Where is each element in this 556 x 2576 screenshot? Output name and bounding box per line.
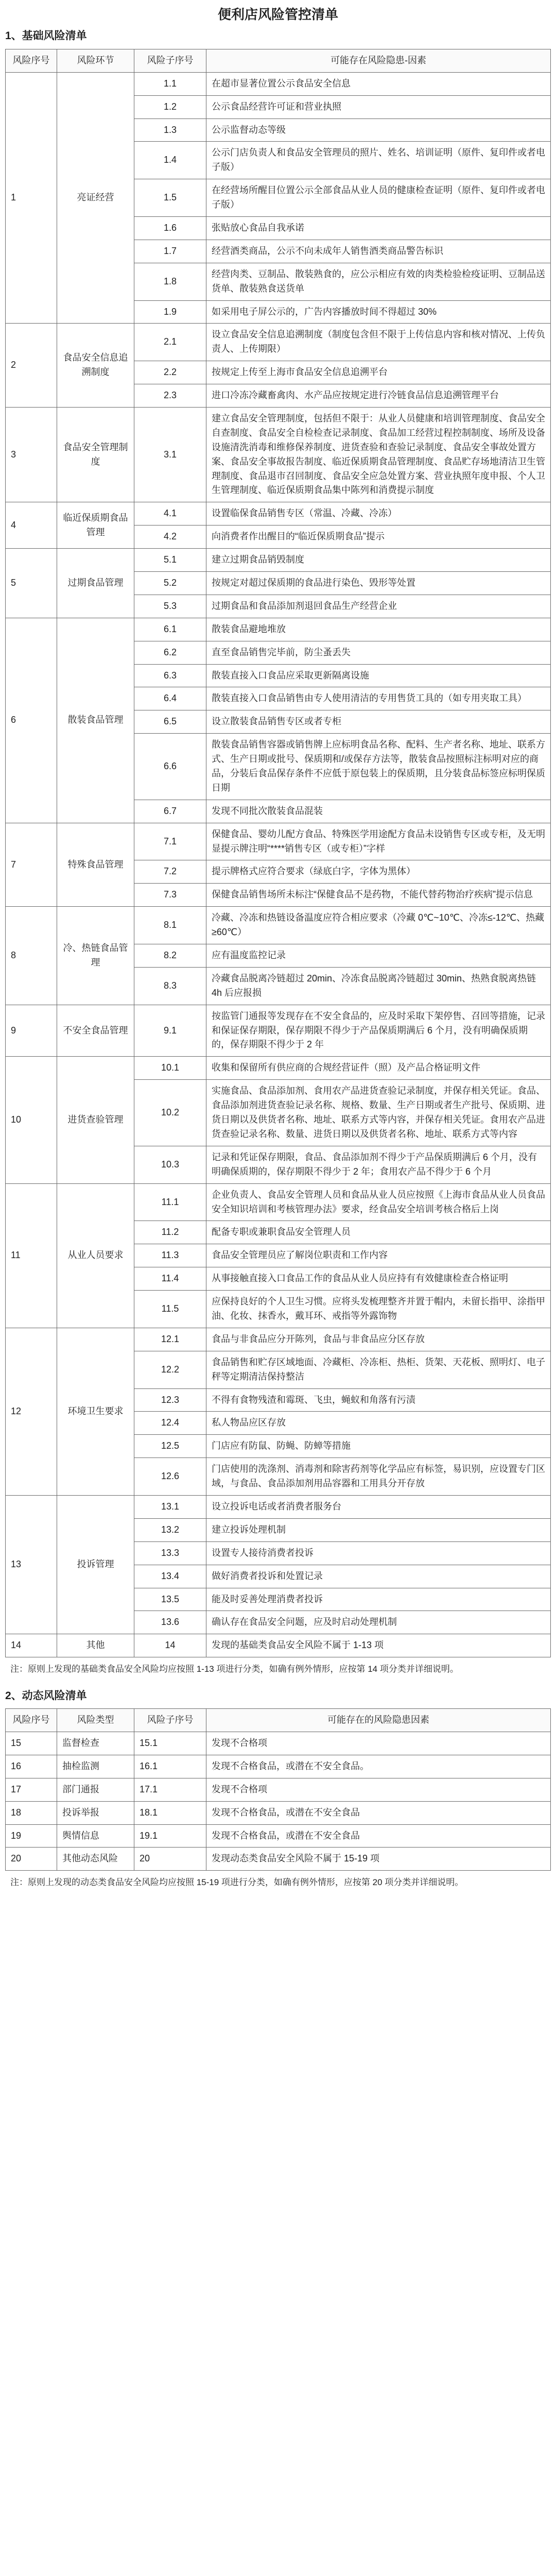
risk-link-cell: 进货查验管理 [57, 1057, 134, 1183]
risk-sub-cell: 5.1 [134, 549, 206, 572]
header-risk-link: 风险环节 [57, 49, 134, 72]
risk-sub-cell: 2.3 [134, 384, 206, 408]
header-risk-sub: 风险子序号 [134, 49, 206, 72]
risk-link-cell: 冷、热链食品管理 [57, 907, 134, 1005]
risk-desc-cell: 发现不合格项 [206, 1732, 551, 1755]
table-row [6, 1183, 551, 1221]
risk-no-cell: 12 [6, 1328, 57, 1495]
risk-sub-cell: 11.2 [134, 1221, 206, 1244]
section-title-dynamic: 2、动态风险清单 [5, 1689, 87, 1702]
risk-no-cell: 11 [6, 1183, 57, 1328]
table-row [6, 618, 551, 641]
risk-desc-cell: 公示监督动态等级 [206, 118, 551, 142]
risk-sub-cell: 7.3 [134, 884, 206, 907]
risk-sub-cell: 15.1 [134, 1732, 206, 1755]
risk-desc-cell: 按规定对超过保质期的食品进行染色、毁形等处置 [206, 572, 551, 595]
risk-sub-cell: 4.2 [134, 526, 206, 549]
risk-sub-cell: 20 [134, 1848, 206, 1871]
risk-no-cell: 10 [6, 1057, 57, 1183]
risk-link-cell: 环境卫生要求 [57, 1328, 134, 1495]
table-header-row [6, 49, 551, 72]
risk-desc-cell: 建立投诉处理机制 [206, 1518, 551, 1541]
risk-type-cell: 抽检监测 [57, 1755, 134, 1778]
risk-sub-cell: 13.6 [134, 1611, 206, 1634]
risk-no-cell: 13 [6, 1495, 57, 1634]
risk-no-cell: 5 [6, 549, 57, 618]
risk-desc-cell: 冷藏食品脱离冷链超过 20min、冷冻食品脱离冷链超过 30min、热熟食脱离热链 4h 后应报损 [206, 967, 551, 1005]
risk-desc-cell: 设立投诉电话或者消费者服务台 [206, 1495, 551, 1518]
risk-sub-cell: 10.3 [134, 1146, 206, 1183]
dynamic-note: 注：原则上发现的动态类食品安全风险均应按照 15-19 项进行分类，如确有例外情形，应按第 20 项分类并详细说明。 [10, 1877, 464, 1888]
risk-desc-cell: 设立散装食品销售专区或者专柜 [206, 710, 551, 734]
table-row [6, 1732, 551, 1755]
table-row [6, 1848, 551, 1871]
header-risk-factor: 可能存在的风险隐患因素 [206, 1709, 551, 1732]
table-row [6, 324, 551, 361]
risk-sub-cell: 11.5 [134, 1291, 206, 1328]
risk-no-cell: 8 [6, 907, 57, 1005]
risk-desc-cell: 保健食品销售场所未标注“保健食品不是药物，不能代替药物治疗疾病”提示信息 [206, 884, 551, 907]
header-risk-factor: 可能存在风险隐患-因素 [206, 49, 551, 72]
risk-desc-cell: 做好消费者投诉和处置记录 [206, 1565, 551, 1588]
risk-sub-cell: 1.6 [134, 216, 206, 240]
risk-link-cell: 过期食品管理 [57, 549, 134, 618]
risk-desc-cell: 配备专职或兼职食品安全管理人员 [206, 1221, 551, 1244]
risk-desc-cell: 向消费者作出醒目的“临近保质期食品”提示 [206, 526, 551, 549]
risk-desc-cell: 食品安全管理员应了解岗位职责和工作内容 [206, 1244, 551, 1267]
risk-sub-cell: 6.4 [134, 687, 206, 710]
risk-sub-cell: 8.1 [134, 907, 206, 944]
risk-sub-cell: 7.2 [134, 860, 206, 884]
table-row [6, 907, 551, 944]
header-risk-sub: 风险子序号 [134, 1709, 206, 1732]
risk-sub-cell: 13.5 [134, 1588, 206, 1611]
table-row [6, 407, 551, 502]
risk-link-cell: 投诉管理 [57, 1495, 134, 1634]
risk-sub-cell: 1.8 [134, 263, 206, 300]
risk-link-cell: 食品安全管理制度 [57, 407, 134, 502]
risk-link-cell: 其他 [57, 1634, 134, 1657]
risk-sub-cell: 2.1 [134, 324, 206, 361]
document-page [0, 4, 556, 1890]
risk-sub-cell: 12.3 [134, 1388, 206, 1412]
table-row [6, 1824, 551, 1848]
risk-link-cell: 散装食品管理 [57, 618, 134, 823]
risk-sub-cell: 12.4 [134, 1412, 206, 1435]
risk-sub-cell: 1.5 [134, 179, 206, 217]
risk-sub-cell: 19.1 [134, 1824, 206, 1848]
risk-no-cell: 4 [6, 502, 57, 549]
risk-link-cell: 亮证经营 [57, 72, 134, 324]
risk-desc-cell: 设置临保食品销售专区（常温、冷藏、冷冻） [206, 502, 551, 526]
risk-desc-cell: 散装直接入口食品应采取更新隔离设施 [206, 664, 551, 687]
risk-sub-cell: 2.2 [134, 361, 206, 384]
risk-no-cell: 1 [6, 72, 57, 324]
risk-sub-cell: 12.5 [134, 1435, 206, 1458]
risk-desc-cell: 门店应有防鼠、防蝇、防蟑等措施 [206, 1435, 551, 1458]
dynamic-risk-body [6, 1732, 551, 1870]
risk-no-cell: 6 [6, 618, 57, 823]
risk-sub-cell: 17.1 [134, 1778, 206, 1801]
risk-desc-cell: 设置专人接待消费者投诉 [206, 1541, 551, 1565]
risk-sub-cell: 1.3 [134, 118, 206, 142]
basic-note: 注：原则上发现的基础类食品安全风险均应按照 1-13 项进行分类，如确有例外情形，应按第 14 项分类并详细说明。 [10, 1664, 459, 1674]
table-row [6, 1328, 551, 1351]
risk-no-cell: 15 [6, 1732, 57, 1755]
risk-sub-cell: 6.6 [134, 734, 206, 800]
risk-sub-cell: 13.1 [134, 1495, 206, 1518]
risk-sub-cell: 11.1 [134, 1183, 206, 1221]
risk-type-cell: 其他动态风险 [57, 1848, 134, 1871]
risk-sub-cell: 16.1 [134, 1755, 206, 1778]
risk-desc-cell: 公示食品经营许可证和营业执照 [206, 95, 551, 118]
table-row [6, 1778, 551, 1801]
risk-sub-cell: 10.2 [134, 1080, 206, 1146]
risk-link-cell: 不安全食品管理 [57, 1005, 134, 1057]
risk-no-cell: 7 [6, 823, 57, 907]
risk-desc-cell: 从事接触直接入口食品工作的食品从业人员应持有有效健康检查合格证明 [206, 1267, 551, 1291]
risk-type-cell: 部门通报 [57, 1778, 134, 1801]
risk-sub-cell: 13.2 [134, 1518, 206, 1541]
risk-desc-cell: 实施食品、食品添加剂、食用农产品进货查验记录制度，并保存相关凭证。食品、食品添加剂进货查验记录名称、规格、数量、生产日期或者生产批号、保质期、进货日期以及供货者名称、地址、联系方式等内容，并保存相关凭证。食用农产品进货查验记录名称、数量、进货日期以及供货者名称、地址、联系方式等内容 [206, 1080, 551, 1146]
risk-sub-cell: 5.2 [134, 572, 206, 595]
risk-desc-cell: 张贴放心食品自我承诺 [206, 216, 551, 240]
risk-sub-cell: 6.3 [134, 664, 206, 687]
risk-sub-cell: 12.6 [134, 1458, 206, 1496]
risk-type-cell: 舆情信息 [57, 1824, 134, 1848]
page-title: 便利店风险管控清单 [217, 7, 338, 22]
risk-sub-cell: 1.2 [134, 95, 206, 118]
header-risk-no: 风险序号 [6, 1709, 57, 1732]
risk-desc-cell: 按监管门通报等发现存在不安全食品的，应及时采取下架停售、召回等措施，记录和保证保存期限，保存期限不得少于产品保质期满后 6 个月，没有明确保质期的，保存期限不得少于 2 年 [206, 1005, 551, 1057]
risk-desc-cell: 散装食品避地堆放 [206, 618, 551, 641]
table-row [6, 1634, 551, 1657]
risk-sub-cell: 6.5 [134, 710, 206, 734]
risk-sub-cell: 5.3 [134, 595, 206, 618]
risk-desc-cell: 收集和保留所有供应商的合规经营证件（照）及产品合格证明文件 [206, 1057, 551, 1080]
risk-desc-cell: 如采用电子屏公示的，广告内容播放时间不得超过 30% [206, 300, 551, 324]
header-risk-type: 风险类型 [57, 1709, 134, 1732]
risk-desc-cell: 发现动态类食品安全风险不属于 15-19 项 [206, 1848, 551, 1871]
risk-desc-cell: 应保持良好的个人卫生习惯。应将头发梳理整齐并置于帽内，未留长指甲、涂指甲油、化妆、抹香水，戴耳环、戒指等外露饰物 [206, 1291, 551, 1328]
risk-sub-cell: 11.4 [134, 1267, 206, 1291]
risk-sub-cell: 13.3 [134, 1541, 206, 1565]
risk-link-cell: 临近保质期食品管理 [57, 502, 134, 549]
basic-risk-table [5, 49, 551, 1657]
section-title-basic: 1、基础风险清单 [5, 30, 87, 42]
risk-desc-cell: 散装食品销售容器或销售牌上应标明食品名称、配料、生产者名称、地址、联系方式、生产日期或批号、保质期和/或保存方法等，散装食品按照标注标明对应的商品，分装后食品保存条件不应低于原包装上的保质期，且分装食品标签应标明保质日期 [206, 734, 551, 800]
risk-desc-cell: 冷藏、冷冻和热链设备温度应符合相应要求（冷藏 0℃~10℃、冷冻≤-12℃、热藏≥60℃） [206, 907, 551, 944]
risk-sub-cell: 1.7 [134, 240, 206, 263]
risk-no-cell: 14 [6, 1634, 57, 1657]
risk-sub-cell: 8.2 [134, 944, 206, 968]
risk-desc-cell: 不得有食物残渣和霉斑、飞虫，蝇蚁和角落有污渍 [206, 1388, 551, 1412]
risk-sub-cell: 12.1 [134, 1328, 206, 1351]
risk-link-cell: 特殊食品管理 [57, 823, 134, 907]
risk-desc-cell: 经营肉类、豆制品、散装熟食的，应公示相应有效的肉类检验检疫证明、豆制品送货单、散装熟食送货单 [206, 263, 551, 300]
risk-desc-cell: 经营酒类商品，公示不向未成年人销售酒类商品警告标识 [206, 240, 551, 263]
risk-desc-cell: 按规定上传至上海市食品安全信息追溯平台 [206, 361, 551, 384]
dynamic-risk-table [5, 1708, 551, 1871]
risk-no-cell: 20 [6, 1848, 57, 1871]
risk-desc-cell: 过期食品和食品添加剂退回食品生产经营企业 [206, 595, 551, 618]
risk-sub-cell: 7.1 [134, 823, 206, 860]
table-row [6, 72, 551, 95]
risk-no-cell: 3 [6, 407, 57, 502]
table-row [6, 502, 551, 526]
risk-desc-cell: 发现不合格食品，或潜在不安全食品 [206, 1824, 551, 1848]
risk-desc-cell: 食品销售和贮存区域地面、冷藏柜、冷冻柜、热柜、货架、天花板、照明灯、电子秤等定期清洁保持整洁 [206, 1351, 551, 1388]
risk-desc-cell: 建立食品安全管理制度，包括但不限于：从业人员健康和培训管理制度、食品安全自查制度、食品安全自检检查记录制度、食品加工经营过程控制制度、场所及设备设施清洗消毒和维修保养制度、进货查验和查验记录制度、食品安全事故处置方案、食品安全事故报告制度、临近保质期食品管理制度、食品贮存场地清洁卫生管理制度、食品退市召回制度、食品安全应急处置方案、营业执照年度申报、个人卫生管理制度、临近保质期食品集中陈列和消费提示制度 [206, 407, 551, 502]
basic-risk-body [6, 72, 551, 1657]
risk-sub-cell: 18.1 [134, 1801, 206, 1824]
risk-sub-cell: 13.4 [134, 1565, 206, 1588]
risk-no-cell: 2 [6, 324, 57, 408]
risk-sub-cell: 6.1 [134, 618, 206, 641]
risk-desc-cell: 记录和凭证保存期限，食品、食品添加剂不得少于产品保质期满后 6 个月，没有明确保质期的，保存期限不得少于 2 年；食用农产品不得少于 6 个月 [206, 1146, 551, 1183]
risk-desc-cell: 发现不合格食品，或潜在不安全食品 [206, 1801, 551, 1824]
risk-desc-cell: 食品与非食品应分开陈列，食品与非食品应分区存放 [206, 1328, 551, 1351]
risk-sub-cell: 3.1 [134, 407, 206, 502]
risk-sub-cell: 1.9 [134, 300, 206, 324]
risk-desc-cell: 门店使用的洗涤剂、消毒剂和除害药剂等化学品应有标签，易识别，应设置专门区域，与食品、食品添加剂用品容器和工用具分开存放 [206, 1458, 551, 1496]
risk-desc-cell: 散装直接入口食品销售由专人使用清洁的专用售货工具的（如专用夹取工具） [206, 687, 551, 710]
risk-link-cell: 从业人员要求 [57, 1183, 134, 1328]
risk-sub-cell: 8.3 [134, 967, 206, 1005]
risk-type-cell: 监督检查 [57, 1732, 134, 1755]
risk-no-cell: 17 [6, 1778, 57, 1801]
table-row [6, 1755, 551, 1778]
risk-desc-cell: 建立过期食品销毁制度 [206, 549, 551, 572]
risk-desc-cell: 设立食品安全信息追溯制度（制度包含但不限于上传信息内容和核对情况、上传负责人、上传期限） [206, 324, 551, 361]
risk-no-cell: 16 [6, 1755, 57, 1778]
risk-desc-cell: 发现不同批次散装食品混装 [206, 800, 551, 823]
risk-type-cell: 投诉举报 [57, 1801, 134, 1824]
risk-no-cell: 19 [6, 1824, 57, 1848]
risk-desc-cell: 直至食品销售完毕前，防尘蚤丢失 [206, 641, 551, 664]
risk-desc-cell: 提示牌格式应符合要求（绿底白字，字体为黑体） [206, 860, 551, 884]
risk-desc-cell: 公示门店负责人和食品安全管理员的照片、姓名、培训证明（原件、复印件或者电子版） [206, 142, 551, 179]
risk-sub-cell: 6.7 [134, 800, 206, 823]
risk-desc-cell: 确认存在食品安全问题，应及时启动处理机制 [206, 1611, 551, 1634]
risk-sub-cell: 6.2 [134, 641, 206, 664]
risk-sub-cell: 11.3 [134, 1244, 206, 1267]
risk-desc-cell: 私人物品应区存放 [206, 1412, 551, 1435]
table-row [6, 1057, 551, 1080]
risk-desc-cell: 发现不合格项 [206, 1778, 551, 1801]
table-row [6, 549, 551, 572]
risk-no-cell: 9 [6, 1005, 57, 1057]
risk-sub-cell: 1.1 [134, 72, 206, 95]
header-risk-no: 风险序号 [6, 49, 57, 72]
risk-sub-cell: 1.4 [134, 142, 206, 179]
risk-desc-cell: 发现不合格食品，或潜在不安全食品。 [206, 1755, 551, 1778]
risk-desc-cell: 能及时妥善处理消费者投诉 [206, 1588, 551, 1611]
table-row [6, 1801, 551, 1824]
risk-desc-cell: 在经营场所醒目位置公示全部食品从业人员的健康检查证明（原件、复印件或者电子版） [206, 179, 551, 217]
risk-link-cell: 食品安全信息追溯制度 [57, 324, 134, 408]
risk-no-cell: 18 [6, 1801, 57, 1824]
risk-sub-cell: 9.1 [134, 1005, 206, 1057]
table-row [6, 823, 551, 860]
table-header-row [6, 1709, 551, 1732]
risk-desc-cell: 保健食品、婴幼儿配方食品、特殊医学用途配方食品未设销售专区或专柜，及无明显提示牌注明“****销售专区（或专柜）”字样 [206, 823, 551, 860]
risk-sub-cell: 10.1 [134, 1057, 206, 1080]
table-row [6, 1495, 551, 1518]
risk-sub-cell: 12.2 [134, 1351, 206, 1388]
risk-desc-cell: 应有温度监控记录 [206, 944, 551, 968]
risk-desc-cell: 企业负责人、食品安全管理人员和食品从业人员应按照《上海市食品从业人员食品安全知识培训和考核管理办法》要求，经食品安全培训考核合格后上岗 [206, 1183, 551, 1221]
risk-sub-cell: 14 [134, 1634, 206, 1657]
table-row [6, 1005, 551, 1057]
risk-sub-cell: 4.1 [134, 502, 206, 526]
risk-desc-cell: 在超市显著位置公示食品安全信息 [206, 72, 551, 95]
risk-desc-cell: 发现的基础类食品安全风险不属于 1-13 项 [206, 1634, 551, 1657]
risk-desc-cell: 进口冷冻冷藏畜禽肉、水产品应按规定进行冷链食品信息追溯管理平台 [206, 384, 551, 408]
